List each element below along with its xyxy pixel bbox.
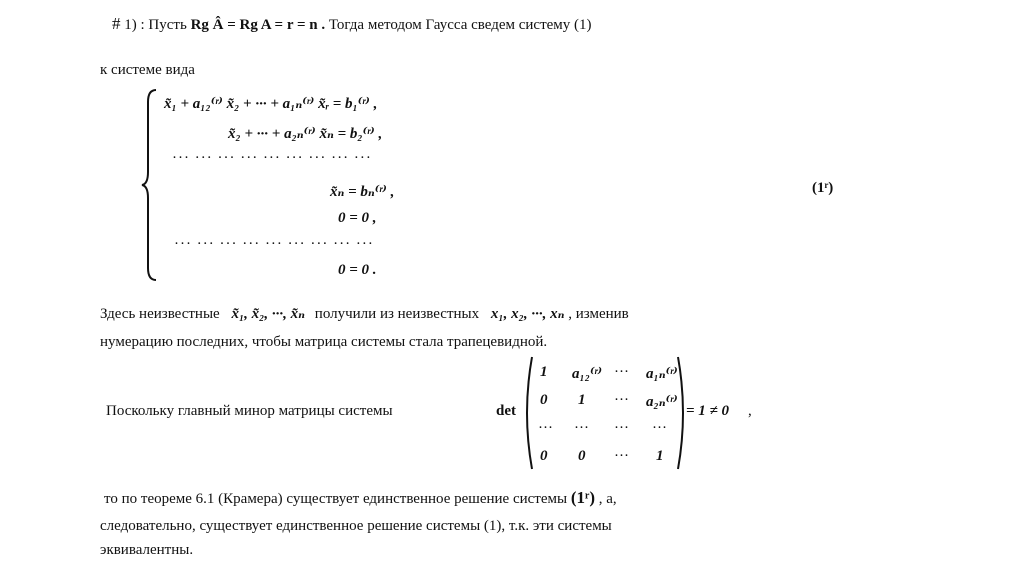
matrix-cell: 0	[578, 448, 586, 464]
intro-text-b: Тогда методом Гаусса сведем систему (1)	[328, 17, 592, 33]
intro-line	[112, 14, 592, 34]
system-row-dots-2: ··· ··· ··· ··· ··· ··· ··· ··· ···	[174, 236, 374, 252]
hash-symbol: #	[112, 14, 121, 33]
minor-text: Поскольку главный минор матрицы системы	[106, 403, 393, 419]
det-result: = 1 ≠ 0	[686, 403, 730, 419]
para1-line2: нумерацию последних, чтобы матрица системы стала трапецевидной.	[100, 334, 548, 350]
system-row-1: x̃₁ + a₁₂⁽ʳ⁾ x̃₂ + ··· + a₁ₙ⁽ʳ⁾ x̃ᵣ = b₁⁽ʳ⁾ ,	[164, 96, 378, 112]
matrix-cell: 0	[540, 448, 548, 464]
para1-text-b: получили из неизвестных	[314, 306, 480, 322]
system-label: (1ʳ)	[812, 180, 834, 196]
conclusion-line2: следовательно, существует единственное решение системы (1), т.к. эти системы	[100, 518, 612, 534]
matrix-cell: a₂ₙ⁽ʳ⁾	[646, 394, 678, 410]
matrix-cell: ···	[538, 420, 553, 436]
matrix-cell: ···	[614, 392, 629, 408]
conclusion-line1	[104, 488, 617, 508]
intro-text-a: 1) : Пусть	[124, 17, 187, 33]
matrix-cell: ···	[614, 364, 629, 380]
paragraph-renumbering	[100, 304, 629, 323]
para1-old-vars: x₁, x₂, ···, xₙ	[490, 306, 565, 322]
system-brace	[140, 88, 160, 282]
matrix-cell: 0	[540, 392, 548, 408]
matrix-cell: ···	[614, 420, 629, 436]
system-row-dots-1: ··· ··· ··· ··· ··· ··· ··· ··· ···	[172, 150, 372, 166]
matrix-cell: ···	[652, 420, 667, 436]
conclusion-line3: эквивалентны.	[100, 542, 194, 558]
system-row-n: x̃ₙ = bₙ⁽ʳ⁾ ,	[330, 184, 395, 200]
para1-text-c: , изменив	[568, 306, 629, 322]
matrix-cell: 1	[578, 392, 586, 408]
matrix-cell: a₁₂⁽ʳ⁾	[572, 366, 603, 382]
system-row-zero-1: 0 = 0 ,	[338, 210, 377, 226]
det-comma: ,	[748, 403, 752, 419]
matrix-cell: a₁ₙ⁽ʳ⁾	[646, 366, 678, 382]
det-label: det	[496, 403, 516, 419]
conclusion-text-a: то по теореме 6.1 (Крамера) существует единственное решение системы	[104, 491, 568, 507]
system-row-zero-2: 0 = 0 .	[338, 262, 377, 278]
para1-text-a: Здесь неизвестные	[100, 306, 220, 322]
system-row-2: x̃₂ + ··· + a₂ₙ⁽ʳ⁾ x̃ₙ = b₂⁽ʳ⁾ ,	[228, 126, 383, 142]
rank-condition: Rg Â = Rg A = r = n .	[190, 17, 326, 33]
matrix-cell: 1	[540, 364, 548, 380]
matrix-cell: 1	[656, 448, 664, 464]
matrix-cell: ···	[614, 448, 629, 464]
system-intro-text: к системе вида	[100, 62, 195, 78]
para1-new-vars: x̃₁, x̃₂, ···, x̃ₙ	[231, 306, 306, 322]
conclusion-text-b: , а,	[598, 491, 617, 507]
matrix-cell: ···	[574, 420, 589, 436]
conclusion-system-label: (1ʳ)	[570, 488, 595, 507]
